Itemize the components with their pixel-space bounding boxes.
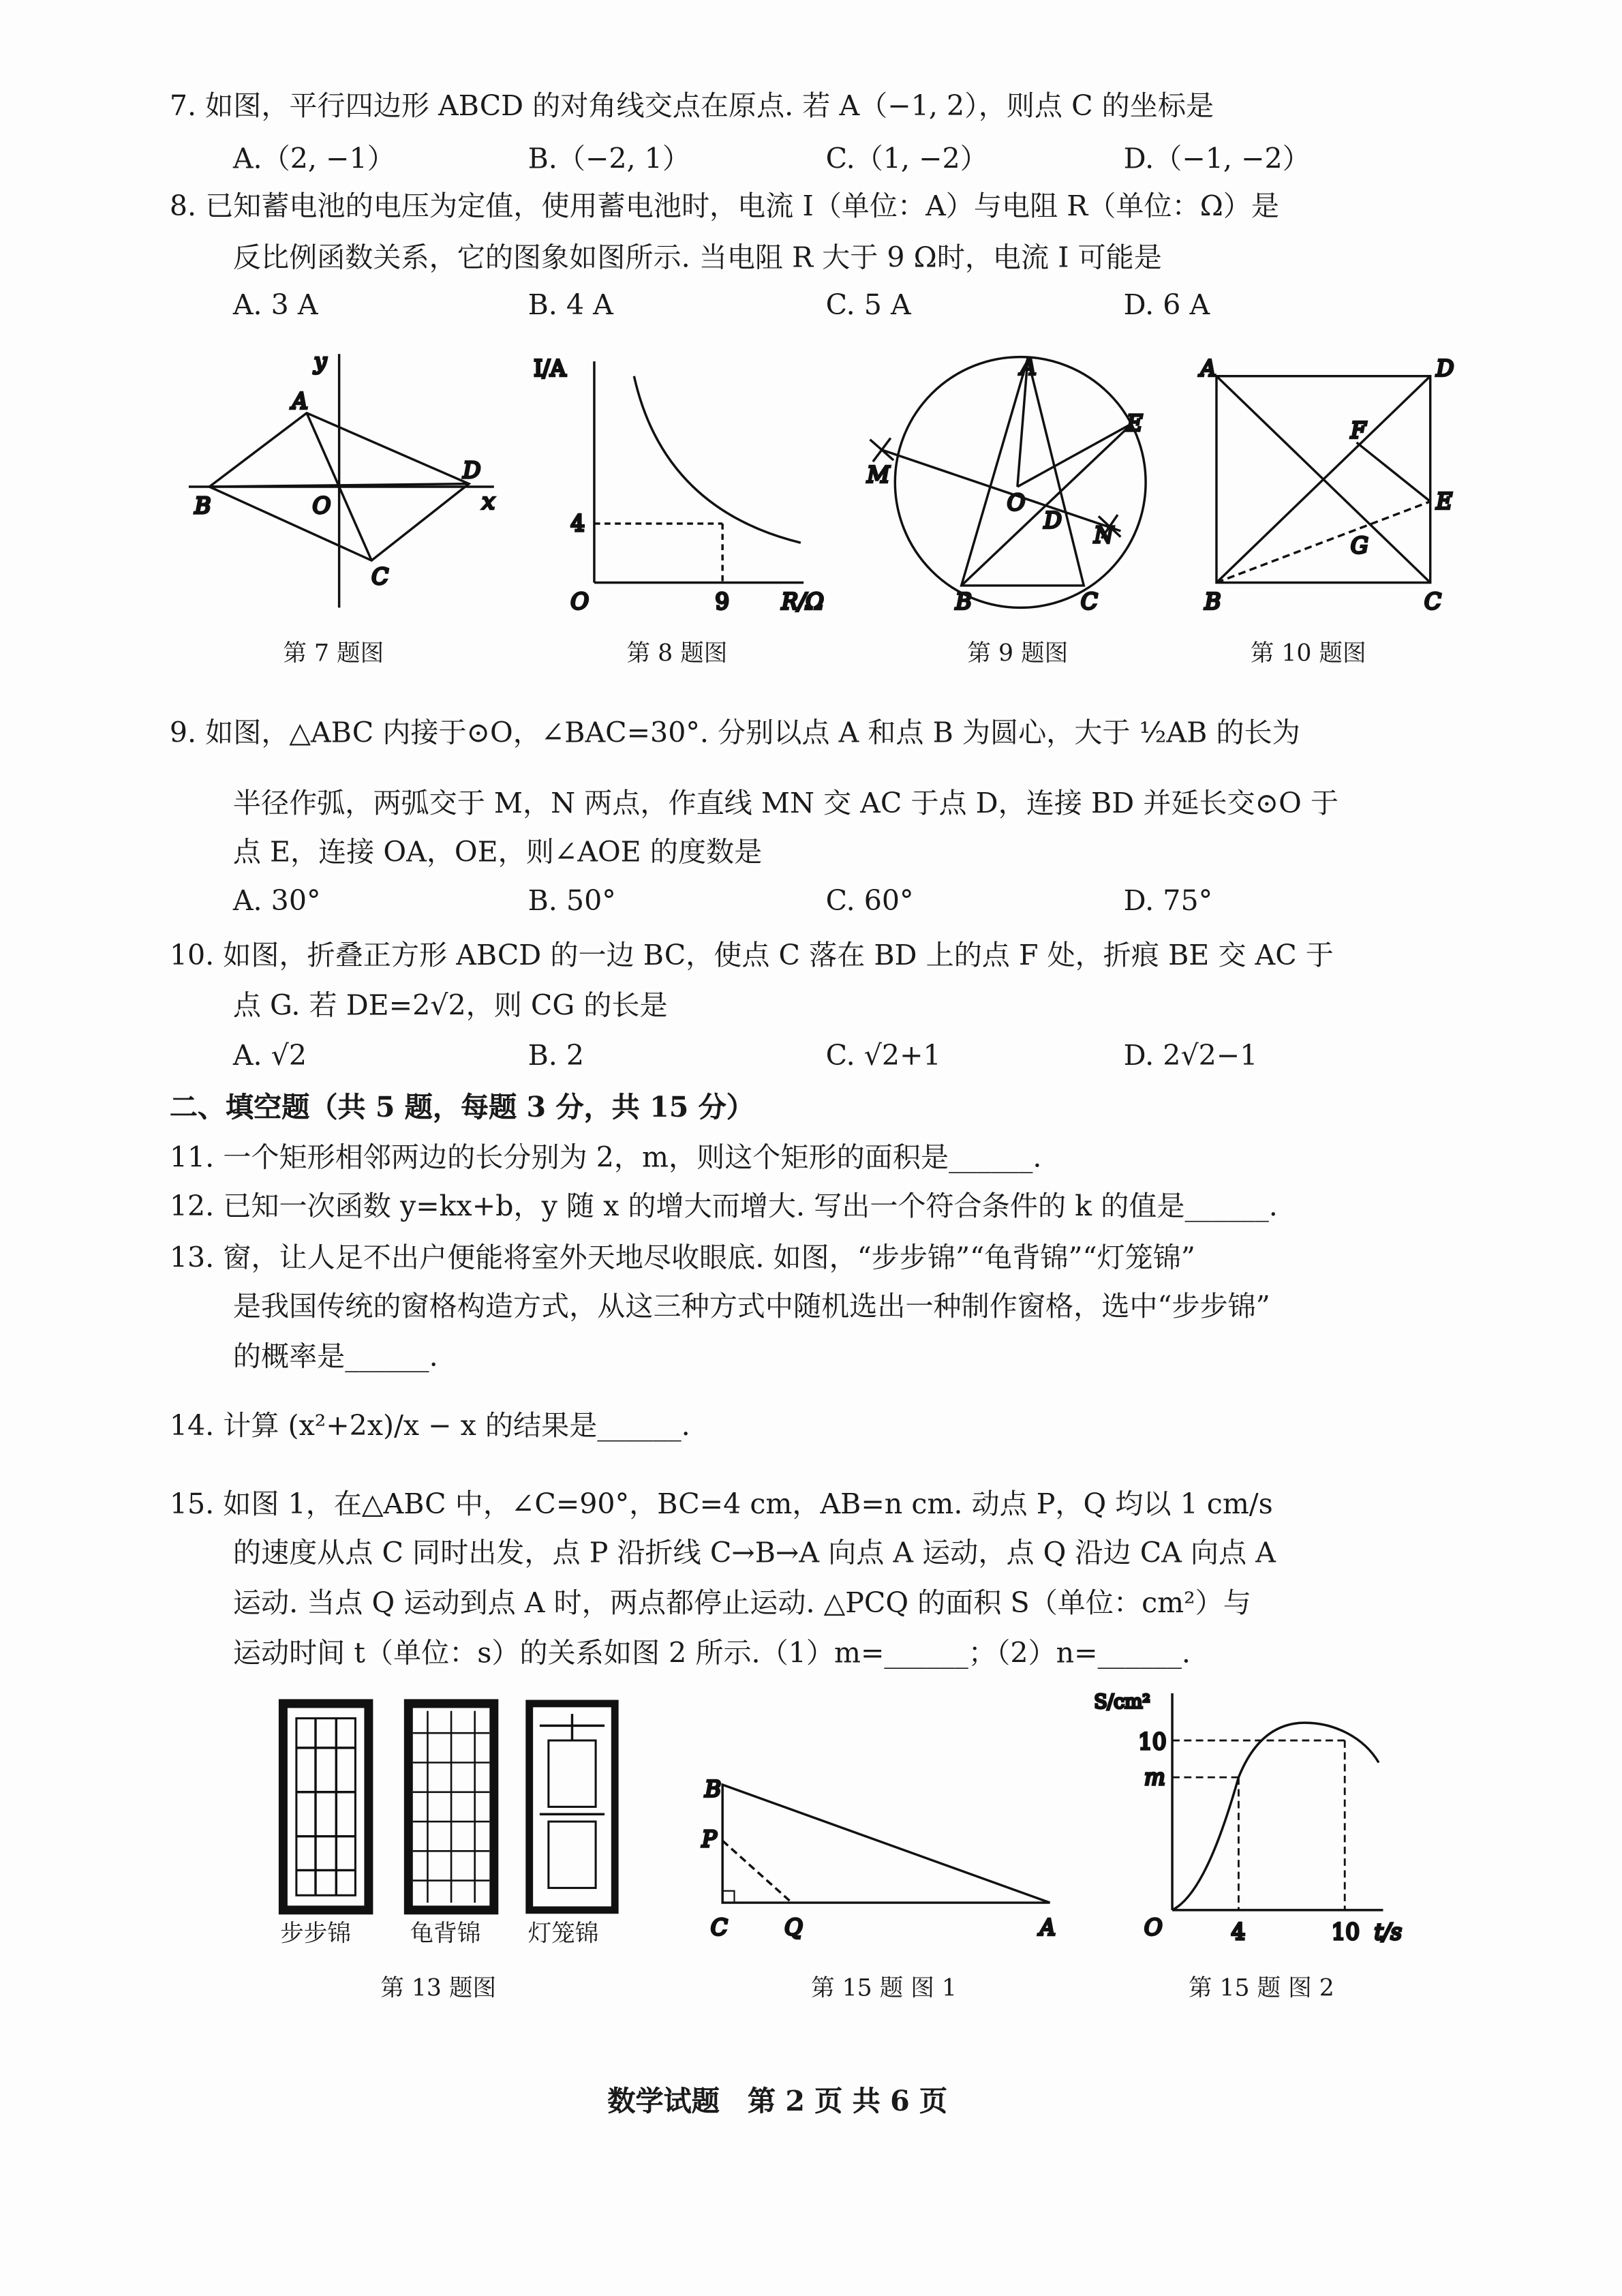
figure-10-caption: 第 10 题图 xyxy=(1250,638,1366,667)
svg-text:m: m xyxy=(1144,1764,1165,1790)
svg-text:A: A xyxy=(1039,1914,1056,1941)
figure-13-caption: 第 13 题图 xyxy=(380,1973,497,2002)
svg-text:C: C xyxy=(710,1914,728,1941)
q8-option-c: C. 5 A xyxy=(825,289,911,322)
svg-text:B: B xyxy=(194,492,211,519)
svg-text:B: B xyxy=(955,588,972,615)
svg-text:D: D xyxy=(1043,507,1062,534)
svg-text:O: O xyxy=(312,492,331,519)
q7-text: 7. 如图，平行四边形 ABCD 的对角线交点在原点. 若 A（−1, 2），则点 C 的坐标是 xyxy=(169,89,1214,123)
q8-text-2: 反比例函数关系，它的图象如图所示. 当电阻 R 大于 9 Ω时，电流 I 可能是 xyxy=(232,241,1162,275)
svg-text:I/A: I/A xyxy=(534,355,566,382)
window-label-bubujin: 步步锦 xyxy=(280,1918,351,1947)
q9-text-3: 点 E，连接 OA，OE，则∠AOE 的度数是 xyxy=(232,836,763,869)
q13-text-1: 13. 窗，让人足不出户便能将室外天地尽收眼底. 如图，“步步锦”“龟背锦”“灯笼锦” xyxy=(169,1241,1195,1275)
q12-text: 12. 已知一次函数 y=kx+b，y 随 x 的增大而增大. 写出一个符合条件的 k 的值是______. xyxy=(169,1190,1278,1223)
svg-text:E: E xyxy=(1436,488,1453,515)
q9-option-a: A. 30° xyxy=(232,885,321,918)
q8-option-d: D. 6 A xyxy=(1123,289,1210,322)
figure-15-2-caption: 第 15 题 图 2 xyxy=(1188,1973,1334,2002)
svg-text:y: y xyxy=(313,348,327,374)
window-label-guibeijin: 龟背锦 xyxy=(410,1918,481,1947)
q15-text-3: 运动. 当点 Q 运动到点 A 时，两点都停止运动. △PCQ 的面积 S（单位：cm²）与 xyxy=(232,1587,1251,1620)
svg-text:O: O xyxy=(1144,1914,1163,1941)
svg-text:B: B xyxy=(1204,588,1221,615)
figure-13-windows xyxy=(283,1704,615,1910)
svg-text:O: O xyxy=(1007,489,1026,516)
q13-text-3: 的概率是______. xyxy=(232,1340,438,1374)
window-label-denglongjin: 灯笼锦 xyxy=(527,1918,599,1947)
svg-text:B: B xyxy=(705,1776,722,1802)
q7-option-a: A.（2, −1） xyxy=(232,142,395,176)
q7-option-d: D.（−1, −2） xyxy=(1123,142,1311,176)
q9-option-c: C. 60° xyxy=(825,885,914,918)
q8-option-b: B. 4 A xyxy=(527,289,613,322)
svg-text:O: O xyxy=(570,588,589,615)
svg-text:F: F xyxy=(1350,417,1366,444)
svg-text:C: C xyxy=(371,563,389,590)
svg-text:A: A xyxy=(1200,355,1216,382)
svg-text:D: D xyxy=(463,457,481,484)
q9-text-1: 9. 如图，△ABC 内接于⊙O，∠BAC=30°. 分别以点 A 和点 B 为圆心，大于 ½AB 的长为 xyxy=(169,716,1300,750)
figure-7-caption: 第 7 题图 xyxy=(283,638,384,667)
svg-text:t/s: t/s xyxy=(1374,1919,1403,1946)
q15-text-1: 15. 如图 1，在△ABC 中，∠C=90°，BC=4 cm，AB=n cm. 动点 P，Q 均以 1 cm/s xyxy=(169,1488,1273,1521)
q7-option-c: C.（1, −2） xyxy=(825,142,988,176)
figure-15-graph xyxy=(1094,1690,1402,1945)
svg-text:R/Ω: R/Ω xyxy=(781,588,824,615)
svg-text:4: 4 xyxy=(1231,1919,1246,1946)
q10-option-a: A. √2 xyxy=(232,1040,307,1072)
figure-8-caption: 第 8 题图 xyxy=(626,638,728,667)
q9-option-d: D. 75° xyxy=(1123,885,1213,918)
page-footer: 数学试题 第 2 页 共 6 页 xyxy=(607,2085,948,2118)
svg-text:M: M xyxy=(867,462,890,488)
figure-15-triangle xyxy=(701,1776,1056,1940)
q11-text: 11. 一个矩形相邻两边的长分别为 2，m，则这个矩形的面积是______. xyxy=(169,1141,1042,1175)
svg-text:D: D xyxy=(1436,355,1454,382)
q15-text-2: 的速度从点 C 同时出发，点 P 沿折线 C→B→A 向点 A 运动，点 Q 沿边 CA 向点 A xyxy=(232,1537,1276,1570)
q13-text-2: 是我国传统的窗格构造方式，从这三种方式中随机选出一种制作窗格，选中“步步锦” xyxy=(232,1290,1270,1323)
q9-option-b: B. 50° xyxy=(527,885,616,918)
q10-text-1: 10. 如图，折叠正方形 ABCD 的一边 BC，使点 C 落在 BD 上的点 F 处，折痕 BE 交 AC 于 xyxy=(169,939,1334,972)
svg-text:G: G xyxy=(1350,532,1368,559)
svg-text:10: 10 xyxy=(1331,1919,1360,1946)
svg-text:C: C xyxy=(1080,588,1098,615)
svg-text:4: 4 xyxy=(570,510,585,537)
q10-text-2: 点 G. 若 DE=2√2，则 CG 的长是 xyxy=(232,989,668,1023)
svg-text:A: A xyxy=(292,388,308,414)
svg-text:P: P xyxy=(701,1826,717,1852)
section-heading: 二、填空题（共 5 题，每题 3 分，共 15 分） xyxy=(169,1091,754,1124)
svg-text:N: N xyxy=(1094,522,1114,549)
q10-option-d: D. 2√2−1 xyxy=(1123,1040,1258,1072)
svg-text:9: 9 xyxy=(715,588,729,615)
figure-15-1-caption: 第 15 题 图 1 xyxy=(810,1973,957,2002)
q9-text-2: 半径作弧，两弧交于 M，N 两点，作直线 MN 交 AC 于点 D，连接 BD 并延长交⊙O 于 xyxy=(232,787,1339,820)
svg-text:E: E xyxy=(1126,410,1143,436)
svg-text:10: 10 xyxy=(1138,1729,1167,1755)
svg-text:x: x xyxy=(482,488,495,515)
q7-option-b: B.（−2, 1） xyxy=(527,142,690,176)
q14-text: 14. 计算 (x²+2x)/x − x 的结果是______. xyxy=(169,1410,690,1443)
svg-text:A: A xyxy=(1020,354,1037,380)
svg-text:C: C xyxy=(1424,588,1441,615)
svg-text:S/cm²: S/cm² xyxy=(1094,1690,1150,1713)
figure-9-caption: 第 9 题图 xyxy=(967,638,1069,667)
q8-text-1: 8. 已知蓄电池的电压为定值，使用蓄电池时，电流 I（单位：A）与电阻 R（单位：Ω）是 xyxy=(169,190,1280,223)
q10-option-c: C. √2+1 xyxy=(825,1040,941,1072)
q15-text-4: 运动时间 t（单位：s）的关系如图 2 所示.（1）m=______；（2）n=______. xyxy=(232,1637,1191,1670)
q8-option-a: A. 3 A xyxy=(232,289,318,322)
q10-option-b: B. 2 xyxy=(527,1040,585,1072)
svg-text:Q: Q xyxy=(784,1914,803,1941)
